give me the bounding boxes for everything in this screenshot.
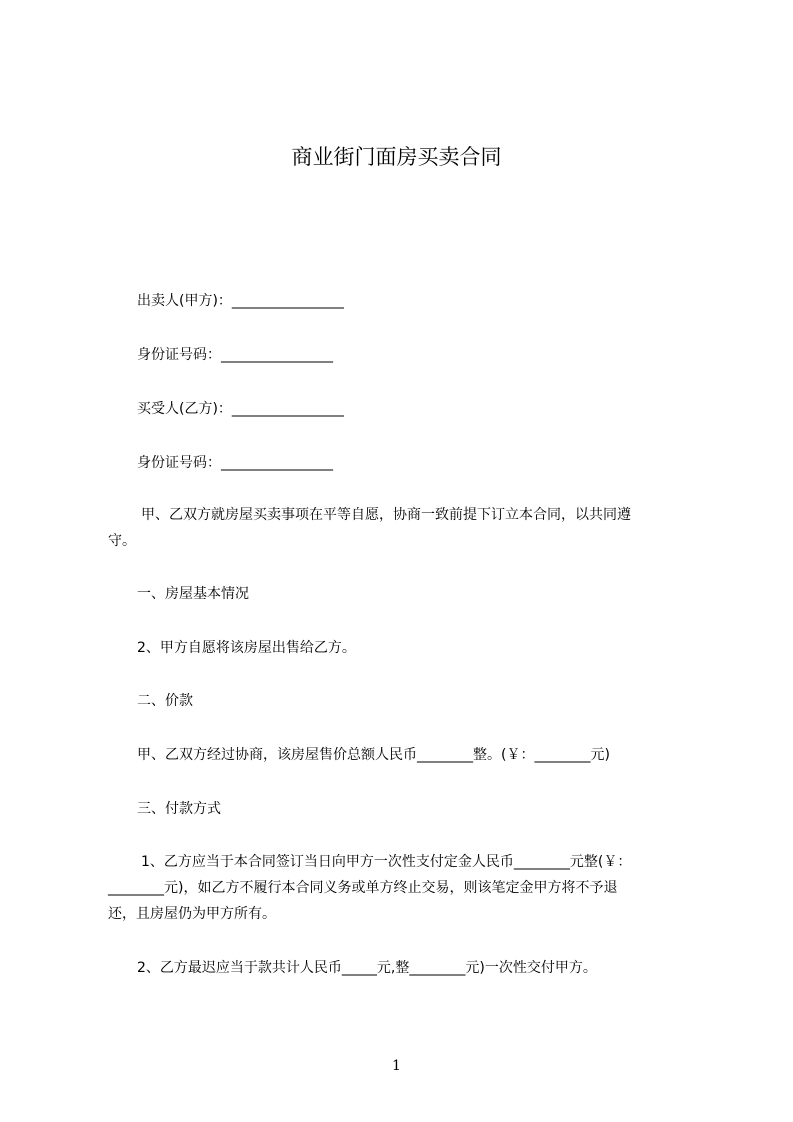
- buyer-id-field: 身份证号码：________________: [137, 455, 333, 471]
- intro-paragraph-line-1: 甲、乙双方就房屋买卖事项在平等自愿，协商一致前提下订立本合同，以共同遵: [141, 507, 631, 523]
- seller-field: 出卖人(甲方)：________________: [137, 293, 344, 309]
- section-3-item-1-line-1: 1、乙方应当于本合同签订当日向甲方一次性支付定金人民币________元整(￥：: [141, 854, 632, 870]
- section-3-item-1-line-3: 还，且房屋仍为甲方所有。: [108, 906, 276, 922]
- section-3-item-1-line-2: ________元)，如乙方不履行本合同义务或单方终止交易，则该笔定金甲方将不予退: [108, 880, 618, 896]
- section-3-item-2: 2、乙方最迟应当于款共计人民币_____元,整________元)一次性交付甲方。: [137, 960, 597, 976]
- buyer-field: 买受人(乙方)：________________: [137, 401, 344, 417]
- section-2-heading: 二、价款: [137, 693, 193, 709]
- section-1-item-2: 2、甲方自愿将该房屋出售给乙方。: [137, 640, 356, 656]
- intro-paragraph-line-2: 守。: [108, 533, 136, 549]
- section-3-heading: 三、付款方式: [137, 801, 221, 817]
- section-1-heading: 一、房屋基本情况: [137, 586, 249, 602]
- page-number: 1: [392, 1058, 401, 1074]
- document-title: 商业街门面房买卖合同: [291, 145, 502, 169]
- section-2-price-text: 甲、乙双方经过协商，该房屋售价总额人民币________整。(￥：________元): [137, 747, 610, 763]
- seller-id-field: 身份证号码：________________: [137, 347, 333, 363]
